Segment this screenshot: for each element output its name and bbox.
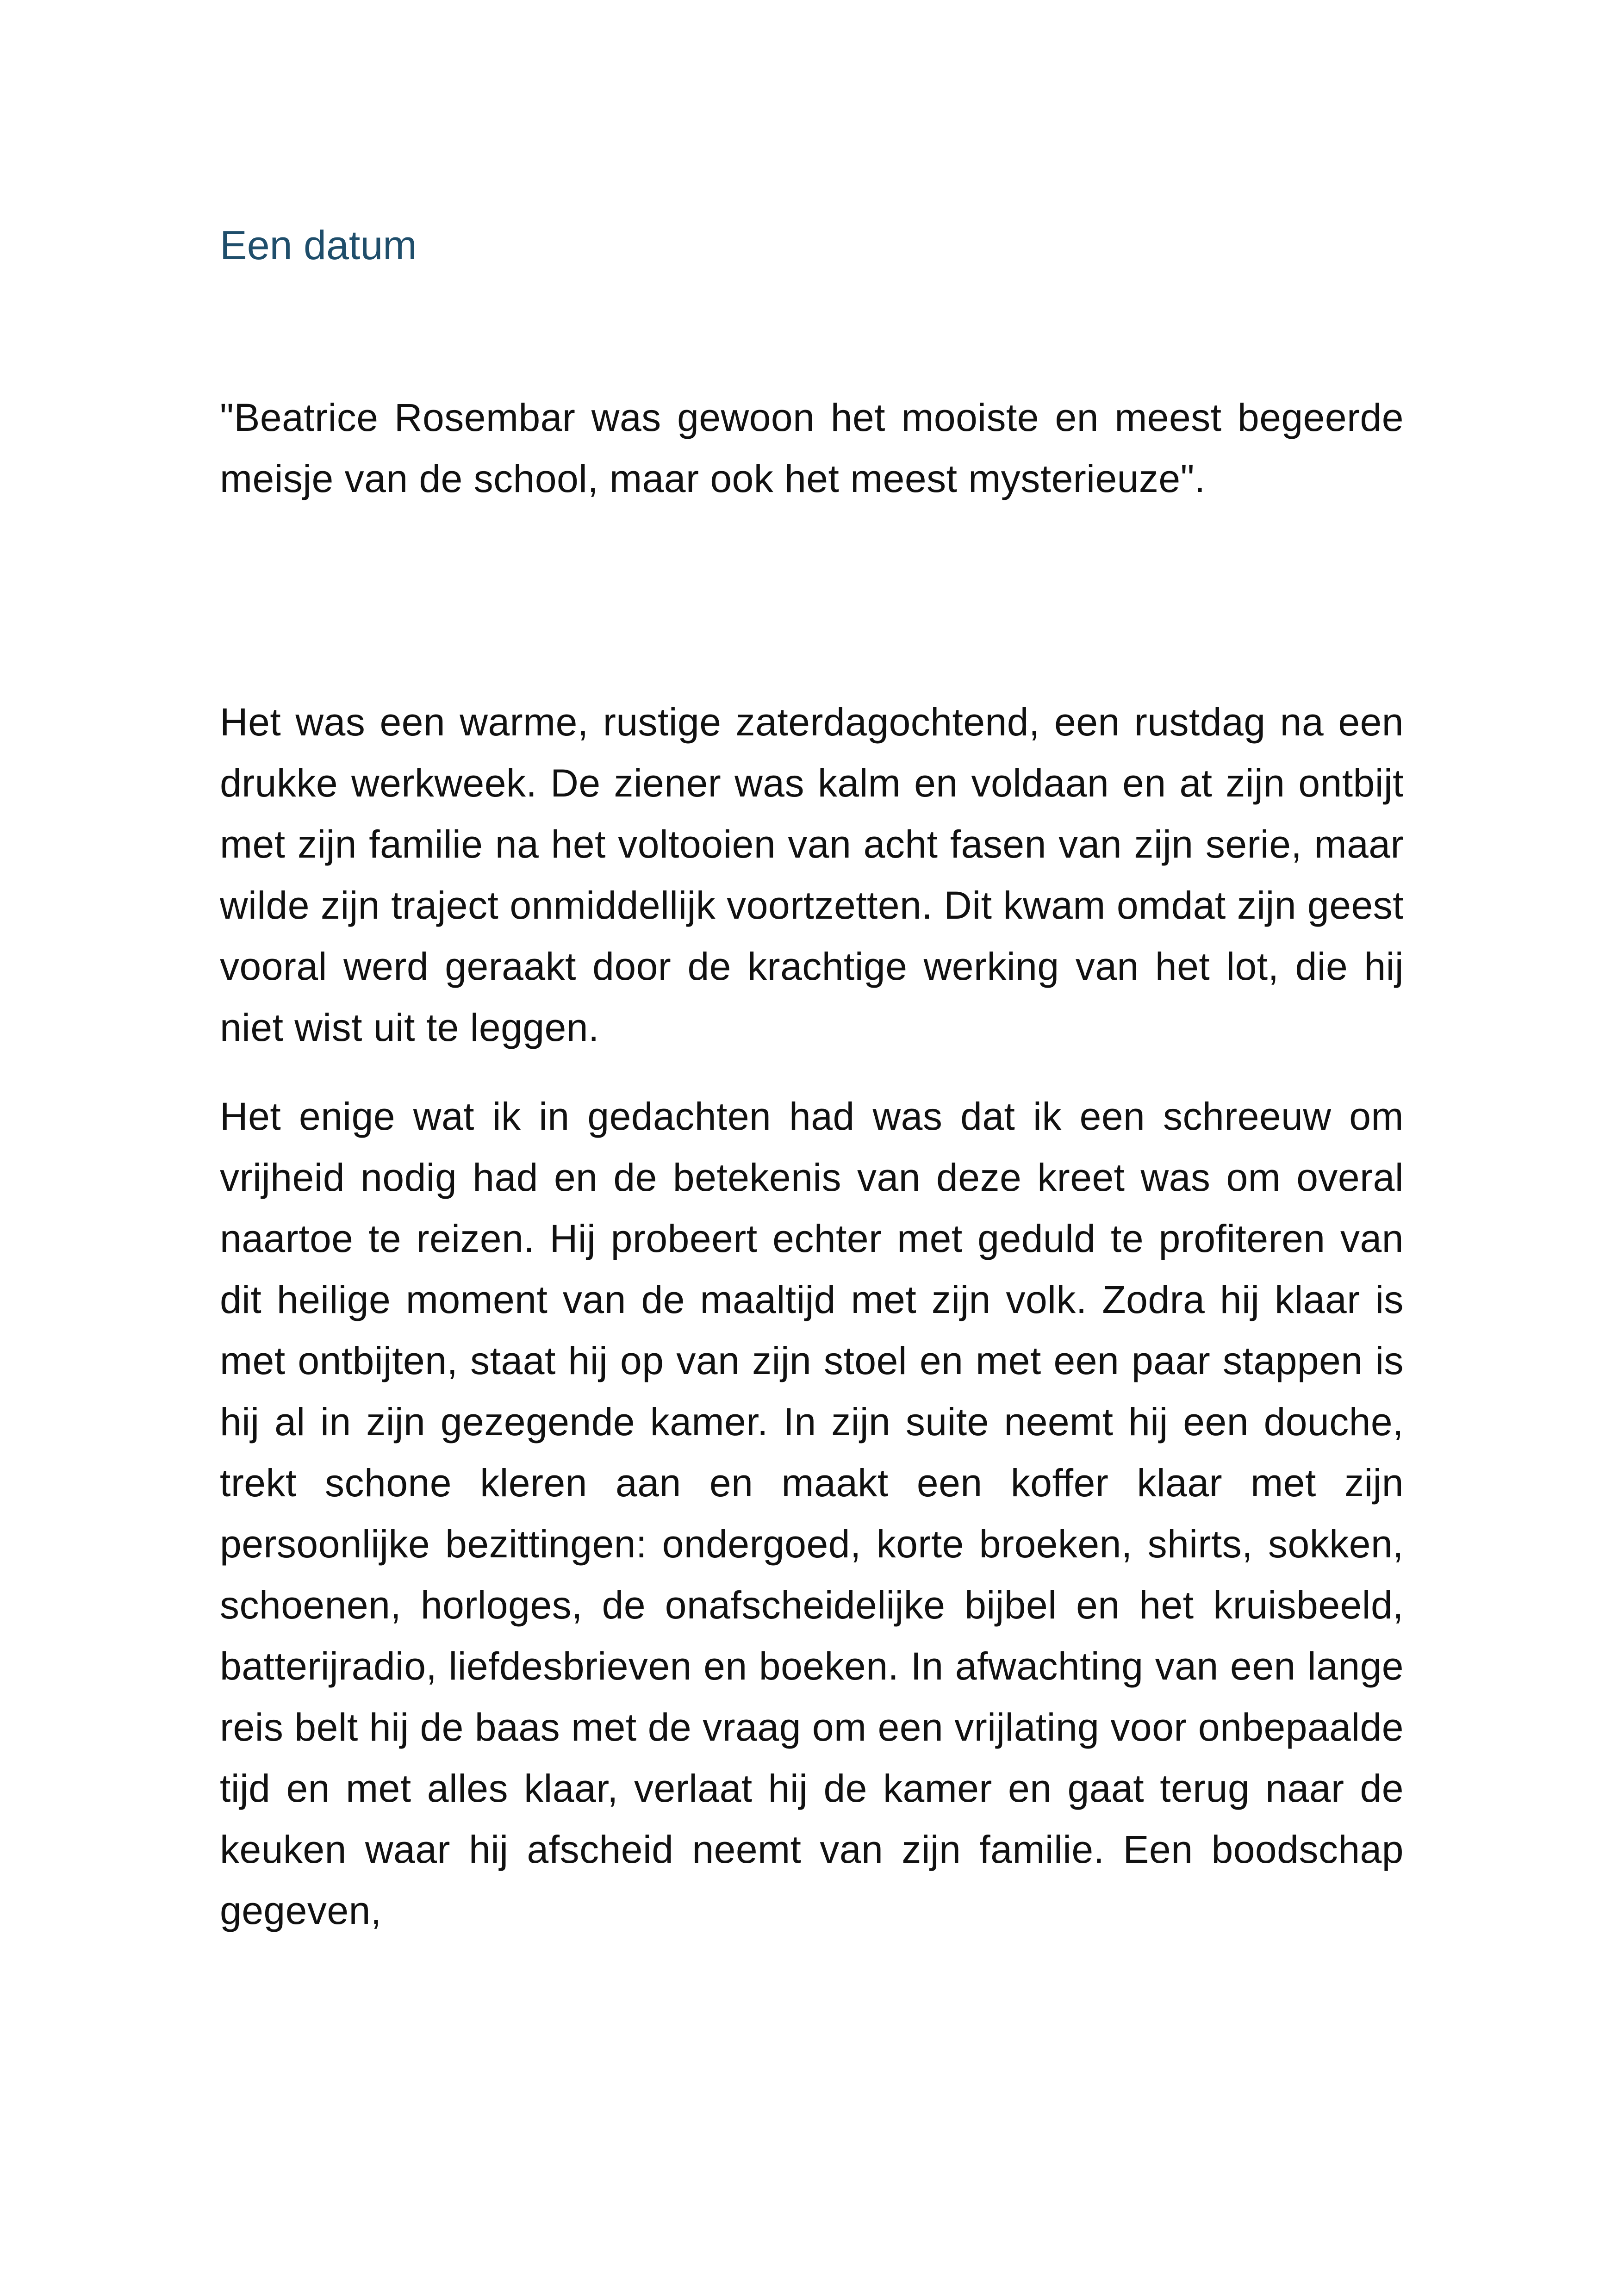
paragraph-1: Het was een warme, rustige zaterdagochtend, een rustdag na een drukke werkweek. De ziener was kalm en voldaan en at zijn ontbijt met zijn familie na het voltooien van acht fasen van zijn serie, maar wilde zijn traject onmiddellijk voortzetten. Dit kwam omdat zijn geest vooral werd geraakt door de krachtige werking van het lot, die hij niet wist uit te leggen. — [220, 700, 1404, 1049]
opening-quote: "Beatrice Rosembar was gewoon het mooiste en meest begeerde meisje van de school, maar ook het meest mysterieuze". — [220, 396, 1404, 500]
page-content — [220, 218, 1404, 1932]
page-heading: Een datum — [220, 222, 417, 268]
quote-block — [220, 387, 1404, 509]
body-text — [220, 691, 1404, 1941]
paragraph-2: Het enige wat ik in gedachten had was dat ik een schreeuw om vrijheid nodig had en de betekenis van deze kreet was om overal naartoe te reizen. Hij probeert echter met geduld te profiteren van dit heilige moment van de maaltijd met zijn volk. Zodra hij klaar is met ontbijten, staat hij op van zijn stoel en met een paar stappen is hij al in zijn gezegende kamer. In zijn suite neemt hij een douche, trekt schone kleren aan en maakt een koffer klaar met zijn persoonlijke bezittingen: ondergoed, korte broeken, shirts, sokken, schoenen, horloges, de onafscheidelijke bijbel en het kruisbeeld, batterijradio, liefdesbrieven en boeken. In afwachting van een lange reis belt hij de baas met de vraag om een vrijlating voor onbepaalde tijd en met alles klaar, verlaat hij de kamer en gaat terug naar de keuken waar hij afscheid neemt van zijn familie. Een boodschap gegeven, — [220, 1095, 1404, 1932]
